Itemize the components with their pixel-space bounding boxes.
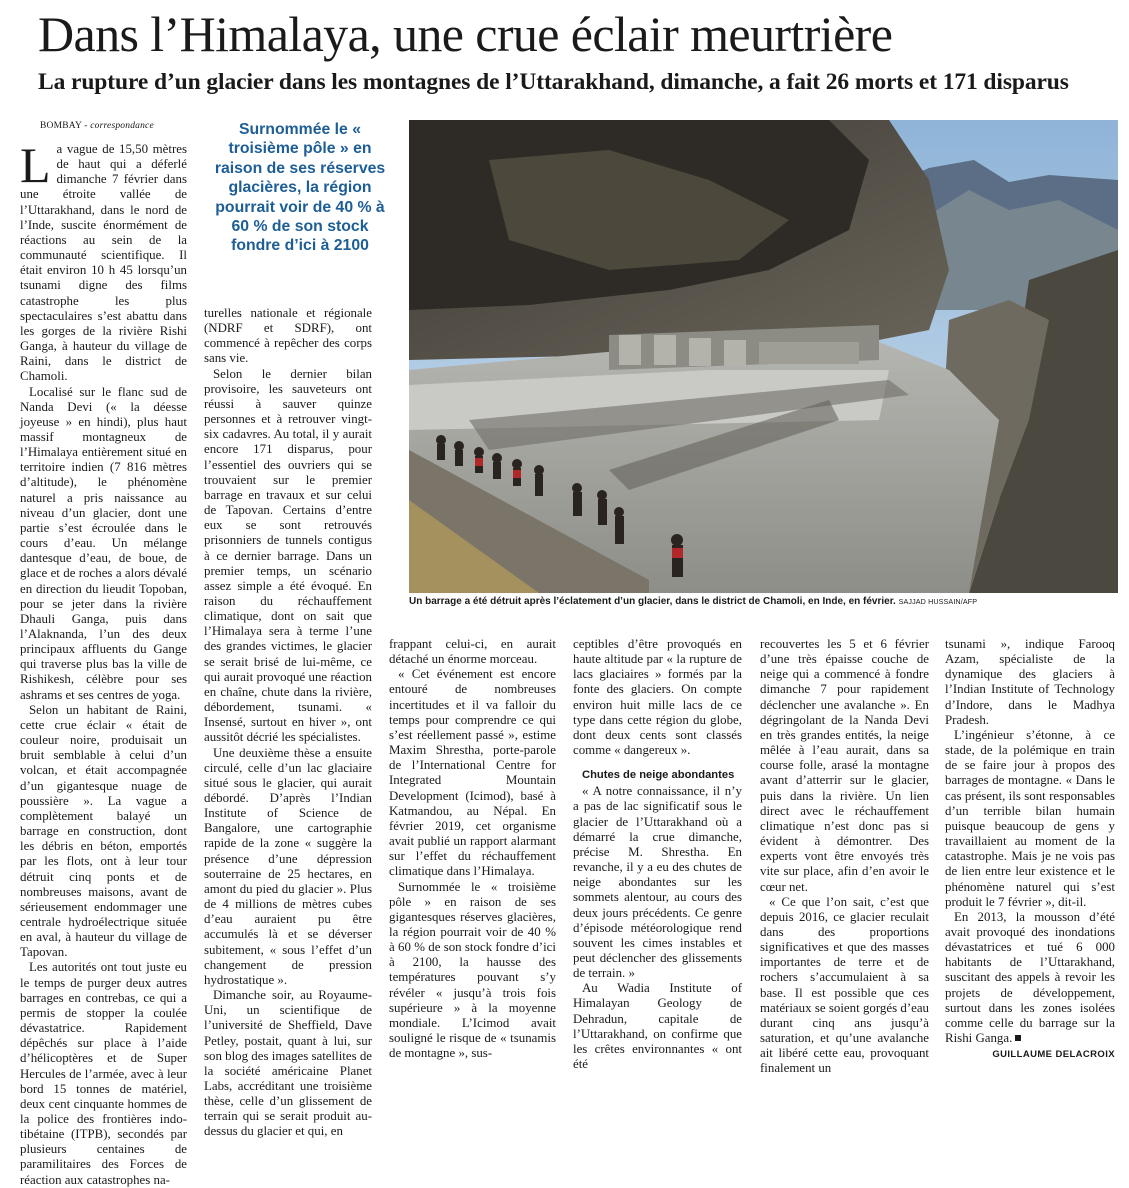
- dam-valley-photo: [409, 120, 1118, 593]
- paragraph: Les autorités ont tout juste eu le temps de purger deux autres barrages en contrebas, ce qui a permis de stopper la coulée dévastatrice. Rapidement dépêchés sur place à l’aide d’hélicoptères et de Super Hercules de l’armée, avec à leur bord 15 tonnes de matériel, deux cent cinquante hommes de la police des frontières indo-tibétaine (ITPB), secondés par plusieurs centaines de paramilitaires des Forces de réaction aux catastrophes na-: [20, 960, 187, 1187]
- section-subtitle: Chutes de neige abondantes: [582, 769, 735, 782]
- paragraph: [945, 910, 1115, 1046]
- end-mark-icon: [1015, 1035, 1021, 1041]
- caption-text: Un barrage a été détruit après l’éclatement d’un glacier, dans le district de Chamoli, en Inde, en février.: [409, 596, 896, 607]
- news-photo: [409, 120, 1118, 593]
- paragraph: frappant celui-ci, en aurait détaché un énorme morceau.: [389, 637, 556, 667]
- subheadline: La rupture d’un glacier dans les montagnes de l’Uttarakhand, dimanche, a fait 26 morts et 171 disparus: [38, 69, 1069, 95]
- paragraph: L’ingénieur s’étonne, à ce stade, de la polémique en train de se faire jour à propos des barrages de montagne. « Dans le cas présent, ils sont responsables d’un terrible bilan humain puisque beaucoup de gens y travaillaient au moment de la catastrophe. Mais je ne vois pas de lien entre leur existence et le phénomène naturel qui s’est produit le 7 février », dit-il.: [945, 727, 1115, 909]
- photo-credit: SAJJAD HUSSAIN/AFP: [898, 597, 978, 606]
- byline-place: BOMBAY: [40, 121, 82, 131]
- photo-caption: [409, 596, 1121, 608]
- article-column-4: [573, 637, 742, 1072]
- article-column-2: [204, 306, 372, 1139]
- article-column-3: [389, 637, 556, 1061]
- paragraph: Dimanche soir, au Royaume-Uni, un scientifique de l’université de Sheffield, Dave Petley, postait, quant à lui, sur son blog des images satellites de la société américaine Planet Labs, accréditant une troisième thèse, celle d’un glissement de terrain qui se serait produit au-dessus du glacier et qui, en: [204, 988, 372, 1139]
- paragraph: Une deuxième thèse a ensuite circulé, celle d’un lac glaciaire situé sous le glacier, qui aurait débordé. D’après l’Indian Institute of Science de Bangalore, une cartographie rapide de la zone « suggère la présence d’une dépression souterraine de 25 hectares, en amont du pied du glacier ». Plus de 4 millions de mètres cubes d’eau auraient pu être accumulés là et se déverser subitement, « sous l’effet d’un changement de pression hydrostatique ».: [204, 745, 372, 987]
- headline: Dans l’Himalaya, une crue éclair meurtrière: [38, 6, 893, 62]
- paragraph: « Ce que l’on sait, c’est que depuis 2016, ce glacier reculait dans des proportions significatives et que des masses importantes de terre et de rochers s’accumulaient à sa base. Il est possible que ces matériaux se soient gorgés d’eau durant cinq ans jusqu’à saturation, et qu’une avalanche ait libéré cette eau, provoquant finalement un: [760, 894, 929, 1076]
- article-column-5: [760, 637, 929, 1076]
- paragraph: tsunami », indique Farooq Azam, spécialiste de la dynamique des glaciers à l’Indian Institute of Technology d’Indore, dans le Madhya Pradesh.: [945, 637, 1115, 727]
- paragraph: « Cet événement est encore entouré de nombreuses incertitudes et il va falloir du temps pour comprendre ce qui s’est réellement passé », estime Maxim Shrestha, porte-parole de l’International Centre for Integrated Mountain Development (Icimod), basé à Katmandou, au Népal. En février 2019, cet organisme avait publié un rapport alarmant sur l’effet du réchauffement climatique dans l’Himalaya.: [389, 667, 556, 879]
- byline: BOMBAY - correspondance: [40, 121, 154, 131]
- paragraph: Selon un habitant de Raini, cette crue éclair « était de couleur noire, produisait un bruit semblable à celui d’un volcan, et était accompagnée d’un gigantesque nuage de poussière ». La vague a complètement balayé un barrage en construction, dont les débris en béton, emportés par les flots, ont à leur tour détruit cinq ponts et de nombreuses maisons, avant de sérieusement endommager une centrale hydroélectrique située en aval, à hauteur du village de Tapovan.: [20, 702, 187, 960]
- paragraph: « A notre connaissance, il n’y a pas de lac significatif sous le glacier de l’Uttarakhand où a démarré la crue dimanche, précise M. Shrestha. En revanche, il y a eu des chutes de neige abondantes sur les sommets alentour, au cours des deux jours précédents. Ce genre d’épisode météorologique rend souvent les cimes instables et peut déclencher des glissements de terrain. »: [573, 784, 742, 981]
- article-column-6: [945, 637, 1115, 1061]
- paragraph: Selon le dernier bilan provisoire, les sauveteurs ont réussi à sauver quinze personnes et à retrouver vingt-six cadavres. Au total, il y aurait encore 171 disparus, pour l’essentiel des ouvriers qui se trouvaient sur le premier barrage en travaux et sur celui de Tapovan. Certains d’entre eux se sont retrouvés prisonniers de tunnels contigus à ce dernier barrage. Dans un premier temps, un scénario assez simple a été évoqué. En raison du réchauffement climatique, dont on sait que l’Himalaya sera à terme l’une des grandes victimes, le glacier se serait brisé de lui-même, ce qui aurait provoqué une réaction en chaîne, chute dans la rivière, débordement, tsunami. « Insensé, surtout en hiver », ont aussitôt décrié les spécialistes.: [204, 366, 372, 745]
- article-column-1: [20, 119, 187, 1187]
- paragraph: recouvertes les 5 et 6 février d’une très épaisse couche de neige qui a commencé à fondre dimanche 7 pour rapidement déclencher une avalanche ». En dégringolant de la Nanda Devi en très grandes entités, la neige mêlée à l’eau aurait, dans sa course folle, arasé la montagne avant d’atterrir sur le glacier, puis dans la rivière. Un lien direct avec le réchauffement climatique n’est donc pas si évident à démontrer. Des experts vont être envoyés très vite sur place, afin d’en avoir le cœur net.: [760, 637, 929, 894]
- paragraph: Localisé sur le flanc sud de Nanda Devi (« la déesse joyeuse » en hindi), plus haut massif montagneux de l’Himalaya entièrement situé en territoire indien (7 816 mètres d’altitude), le phénomène naturel a pris naissance au niveau d’un glacier, dont une partie s’est écroulée dans le cours d’eau. Un mélange dantesque d’eau, de boue, de glace et de roches a alors dévalé en direction du lieudit Topoban, pour se jeter dans la rivière Dhauli Ganga, puis dans l’Alaknanda, l’un des deux principaux affluents du Gange qui traverse plus bas la ville de Rishikesh, célèbre pour ses ashrams et ses centres de yoga.: [20, 384, 187, 702]
- paragraph: ceptibles d’être provoqués en haute altitude par « la rupture de lacs glaciaires » formés par la fonte des glaciers. On compte environ huit mille lacs de ce type dans cette région du globe, dont deux cents sont classés comme « dangereux ».: [573, 637, 742, 758]
- closing-paragraph: En 2013, la mousson d’été avait provoqué des inondations dévastatrices et tué 6 000 habitants de l’Uttarakhand, suscitant des appels à revoir les projets de développement, surtout dans les zones isolées comme celle du barrage sur la Rishi Ganga.: [945, 909, 1115, 1046]
- pull-quote: Surnommée le « troisième pôle » en raison de ses réserves glacières, la région pourrait voir de 40 % à 60 % de son stock fondre d’ici à 2100: [214, 121, 386, 255]
- author-signature: GUILLAUME DELACROIX: [992, 1049, 1115, 1061]
- byline-role: correspondance: [90, 121, 154, 131]
- paragraph: La vague de 15,50 mètres de haut qui a déferlé dimanche 7 février dans une étroite vallée de l’Uttarakhand, dans le nord de l’Inde, suscite énormément de réactions au sein de la communauté scientifique. Il était environ 10 h 45 lorsqu’un tsunami digne des films catastrophe les plus spectaculaires s’est abattu dans les gorges de la rivière Rishi Ganga, à hauteur du village de Raini, dans le district de Chamoli.: [20, 137, 187, 384]
- paragraph: turelles nationale et régionale (NDRF et SDRF), ont commencé à repêcher des corps sans vie.: [204, 306, 372, 366]
- paragraph: Au Wadia Institute of Himalayan Geology de Dehradun, capitale de l’Uttarakhand, on confirme que les crêtes environnantes « ont été: [573, 981, 742, 1072]
- paragraph: Surnommée le « troisième pôle » en raison de ses gigantesques réserves glacières, la région pourrait voir de 40 % à 60 % de son stock fondre d’ici à 2100, la hausse des températures pouvant s’y révéler « jusqu’à trois fois supérieure » à la moyenne mondiale. L’Icimod avait souligné le risque de « tsunamis de montagne », sus-: [389, 879, 556, 1061]
